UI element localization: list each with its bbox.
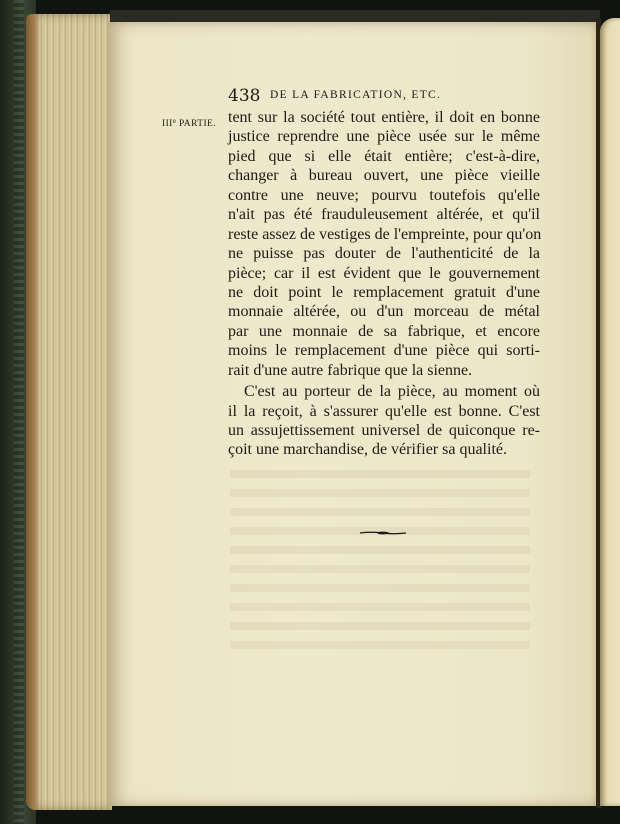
text-line: çoit une marchandise, de vérifier sa qualité. [228,441,507,459]
top-shadow [110,10,600,22]
text-line: ne doit point le remplacement gratuit d'une [228,283,540,301]
text-line: il la reçoit, à s'assurer qu'elle est bonne. C'est [228,402,540,420]
text-line: n'ait pas été frauduleusement altérée, et qu'il [228,206,540,224]
text-line: tent sur la société tout entière, il doit en bonne [228,109,540,126]
page-edges [26,14,112,810]
text-line: un assujettissement universel de quiconque re- [228,422,540,439]
running-head: DE LA FABRICATION, ETC. [270,89,442,101]
page-header [228,86,548,108]
text-line: ne puisse pas douter de l'authenticité de la [228,245,540,263]
text-line: contre une neuve; pourvu toutefois qu'elle [228,186,540,204]
margin-note-prefix: III [162,119,173,129]
text-line: changer à bureau ouvert, une pièce vieille [228,167,540,185]
margin-note-word: PARTIE. [179,119,216,129]
margin-note [162,117,216,129]
bleed-through-text [230,470,530,660]
text-line: pièce; car il est évident que le gouvernement [228,264,540,282]
text-line: pied que si elle était entière; c'est-à-dire, [228,147,540,165]
text-line: par une monnaie de sa fabrique, et encore [228,322,540,340]
facing-page-edge [600,18,620,806]
text-line: reste assez de vestiges de l'empreinte, pour qu'on [228,225,542,243]
text-line: C'est au porteur de la pièce, au moment où [244,383,540,401]
text-line: rait d'une autre fabrique que la sienne. [228,361,473,379]
body-text [228,108,540,460]
text-line: justice reprendre une pièce usée sur le même [228,128,540,146]
page-number: 438 [228,86,261,106]
end-ornament [360,530,406,536]
margin-note-sup: e [172,117,177,125]
text-line: moins le remplacement d'une pièce qui sorti- [228,342,540,360]
text-line: monnaie altérée, ou d'un morceau de métal [228,303,540,321]
